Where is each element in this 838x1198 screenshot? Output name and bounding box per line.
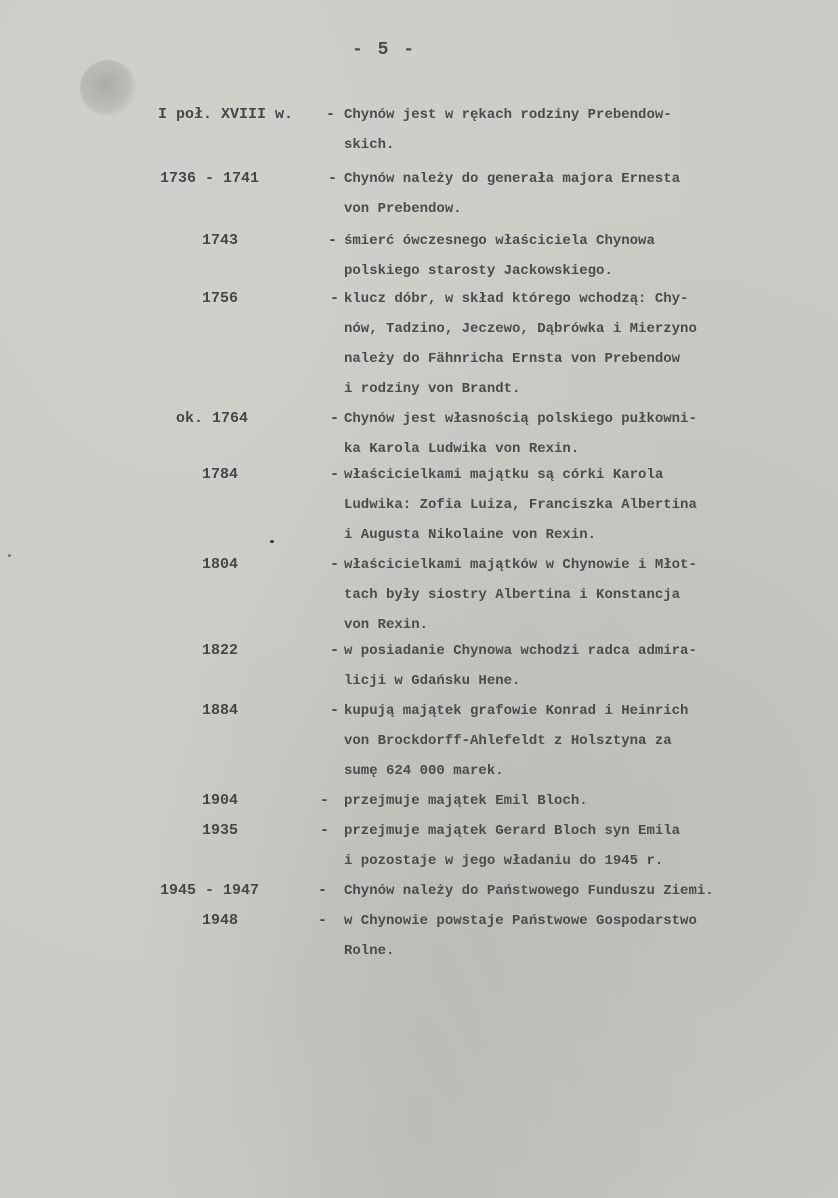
entry-text: właścicielkami majątku są córki Karola Ludwika: Zofia Luiza, Franciszka Albertina i Augusta Nikolaine von Rexin. bbox=[344, 467, 697, 543]
entry-date: 1948 bbox=[202, 912, 239, 929]
entry-date: 1784 bbox=[202, 466, 239, 483]
entry-dash: - bbox=[320, 822, 330, 839]
entry-text: kupują majątek grafowie Konrad i Heinrich von Brockdorff-Ahlefeldt z Holsztyna za sumę 624 000 marek. bbox=[344, 703, 689, 779]
entry-text: Chynów należy do generała majora Ernesta von Prebendow. bbox=[344, 171, 681, 217]
entry-date: 1804 bbox=[202, 556, 239, 573]
entry-date: 1743 bbox=[202, 232, 239, 249]
entry-date: 1904 bbox=[202, 792, 239, 809]
ink-speck bbox=[8, 554, 11, 557]
entry-date: 1945 - 1947 bbox=[160, 882, 260, 899]
entry-dash: - bbox=[328, 170, 338, 187]
entry-dash: - bbox=[330, 290, 340, 307]
entry-date: 1736 - 1741 bbox=[160, 170, 260, 187]
entry-text: w Chynowie powstaje Państwowe Gospodarstwo Rolne. bbox=[344, 913, 697, 959]
entry-dash: - bbox=[330, 466, 340, 483]
page-number: - 5 - bbox=[352, 40, 417, 60]
entry-dash: - bbox=[328, 232, 338, 249]
entry-date: 1884 bbox=[202, 702, 239, 719]
entry-text: w posiadanie Chynowa wchodzi radca admira- licji w Gdańsku Hene. bbox=[344, 643, 697, 689]
entry-dash: - bbox=[330, 702, 340, 719]
entry-text: Chynów jest własnością polskiego pułkowni- ka Karola Ludwika von Rexin. bbox=[344, 411, 697, 457]
entry-text: właścicielkami majątków w Chynowie i Młot- tach były siostry Albertina i Konstancja von Rexin. bbox=[344, 557, 697, 633]
entry-dash: - bbox=[320, 792, 330, 809]
entry-dash: - bbox=[330, 410, 340, 427]
entry-text: klucz dóbr, w skład którego wchodzą: Chy- nów, Tadzino, Jeczewo, Dąbrówka i Mierzyno należy do Fähnricha Ernsta von Prebendow i rodziny von Brandt. bbox=[344, 291, 697, 397]
entry-date: ok. 1764 bbox=[176, 410, 249, 427]
entry-date: 1935 bbox=[202, 822, 239, 839]
entry-dash: - bbox=[330, 556, 340, 573]
ink-speck bbox=[270, 540, 274, 543]
entry-dash: - bbox=[318, 882, 328, 899]
entry-date: 1822 bbox=[202, 642, 239, 659]
entry-dash: - bbox=[326, 106, 336, 123]
entry-date: I poł. XVIII w. bbox=[158, 106, 294, 123]
entry-dash: - bbox=[330, 642, 340, 659]
entry-date: 1756 bbox=[202, 290, 239, 307]
entry-text: Chynów należy do Państwowego Funduszu Ziemi. bbox=[344, 883, 714, 899]
entry-text: przejmuje majątek Emil Bloch. bbox=[344, 793, 588, 809]
entry-text: przejmuje majątek Gerard Bloch syn Emila i pozostaje w jego władaniu do 1945 r. bbox=[344, 823, 681, 869]
punch-hole bbox=[80, 60, 136, 116]
entry-dash: - bbox=[318, 912, 328, 929]
entry-text: śmierć ówczesnego właściciela Chynowa polskiego starosty Jackowskiego. bbox=[344, 233, 655, 279]
entry-text: Chynów jest w rękach rodziny Prebendow- skich. bbox=[344, 107, 672, 153]
